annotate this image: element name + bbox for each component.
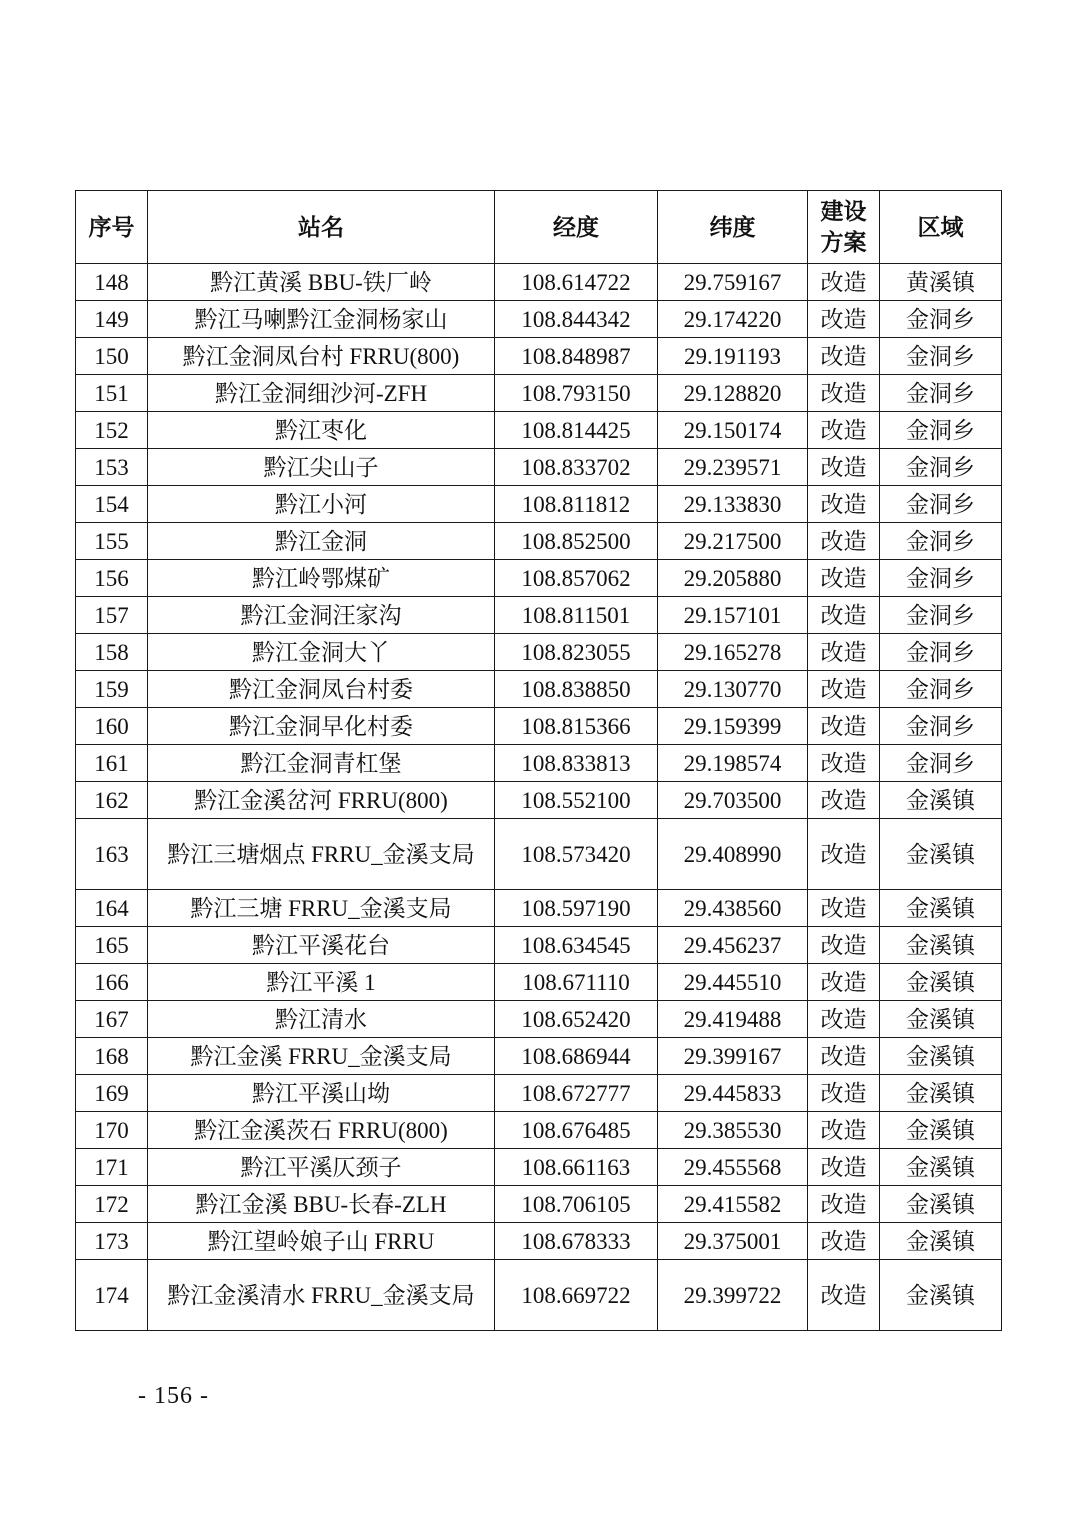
cell-name: 黔江枣化 bbox=[148, 412, 495, 449]
table-row bbox=[76, 264, 1002, 301]
cell-name: 黔江金洞大丫 bbox=[148, 634, 495, 671]
cell-lat: 29.174220 bbox=[658, 301, 808, 338]
cell-lon: 108.811501 bbox=[495, 597, 658, 634]
cell-lon: 108.814425 bbox=[495, 412, 658, 449]
cell-no: 156 bbox=[76, 560, 148, 597]
cell-name: 黔江三塘 FRRU_金溪支局 bbox=[148, 890, 495, 927]
cell-no: 148 bbox=[76, 264, 148, 301]
cell-plan: 改造 bbox=[808, 1260, 880, 1331]
cell-lon: 108.823055 bbox=[495, 634, 658, 671]
cell-lon: 108.672777 bbox=[495, 1075, 658, 1112]
cell-plan: 改造 bbox=[808, 412, 880, 449]
cell-lon: 108.597190 bbox=[495, 890, 658, 927]
cell-area: 金洞乡 bbox=[880, 301, 1002, 338]
cell-area: 金溪镇 bbox=[880, 927, 1002, 964]
cell-name: 黔江小河 bbox=[148, 486, 495, 523]
cell-name: 黔江平溪 1 bbox=[148, 964, 495, 1001]
cell-lon: 108.811812 bbox=[495, 486, 658, 523]
cell-lon: 108.552100 bbox=[495, 782, 658, 819]
cell-name: 黔江平溪花台 bbox=[148, 927, 495, 964]
cell-area: 金洞乡 bbox=[880, 708, 1002, 745]
table-row bbox=[76, 782, 1002, 819]
cell-lat: 29.239571 bbox=[658, 449, 808, 486]
cell-lat: 29.399167 bbox=[658, 1038, 808, 1075]
cell-lat: 29.445510 bbox=[658, 964, 808, 1001]
cell-lat: 29.408990 bbox=[658, 819, 808, 890]
cell-no: 163 bbox=[76, 819, 148, 890]
table-row bbox=[76, 745, 1002, 782]
cell-plan: 改造 bbox=[808, 264, 880, 301]
station-table bbox=[75, 190, 1002, 1331]
cell-lat: 29.438560 bbox=[658, 890, 808, 927]
cell-name: 黔江岭鄂煤矿 bbox=[148, 560, 495, 597]
cell-no: 161 bbox=[76, 745, 148, 782]
cell-lat: 29.198574 bbox=[658, 745, 808, 782]
table-row bbox=[76, 819, 1002, 890]
cell-area: 金溪镇 bbox=[880, 819, 1002, 890]
cell-lon: 108.793150 bbox=[495, 375, 658, 412]
cell-lat: 29.419488 bbox=[658, 1001, 808, 1038]
cell-area: 金溪镇 bbox=[880, 1001, 1002, 1038]
cell-area: 金溪镇 bbox=[880, 1075, 1002, 1112]
cell-lon: 108.844342 bbox=[495, 301, 658, 338]
table-row bbox=[76, 1149, 1002, 1186]
page-number: - 156 - bbox=[138, 1383, 209, 1409]
cell-plan: 改造 bbox=[808, 1223, 880, 1260]
cell-plan: 改造 bbox=[808, 597, 880, 634]
cell-name: 黔江尖山子 bbox=[148, 449, 495, 486]
cell-lat: 29.165278 bbox=[658, 634, 808, 671]
cell-name: 黔江平溪山坳 bbox=[148, 1075, 495, 1112]
table-row bbox=[76, 1223, 1002, 1260]
cell-lon: 108.671110 bbox=[495, 964, 658, 1001]
cell-name: 黔江金溪茨石 FRRU(800) bbox=[148, 1112, 495, 1149]
cell-lon: 108.652420 bbox=[495, 1001, 658, 1038]
header-name: 站名 bbox=[148, 191, 495, 264]
table-row bbox=[76, 560, 1002, 597]
table-row bbox=[76, 1038, 1002, 1075]
cell-no: 162 bbox=[76, 782, 148, 819]
cell-plan: 改造 bbox=[808, 338, 880, 375]
cell-plan: 改造 bbox=[808, 1038, 880, 1075]
cell-area: 金溪镇 bbox=[880, 1223, 1002, 1260]
cell-area: 金洞乡 bbox=[880, 338, 1002, 375]
cell-lat: 29.159399 bbox=[658, 708, 808, 745]
table-row bbox=[76, 412, 1002, 449]
cell-lat: 29.445833 bbox=[658, 1075, 808, 1112]
table-header-row bbox=[76, 191, 1002, 264]
table-row bbox=[76, 375, 1002, 412]
cell-area: 金洞乡 bbox=[880, 745, 1002, 782]
cell-area: 金洞乡 bbox=[880, 375, 1002, 412]
cell-lat: 29.399722 bbox=[658, 1260, 808, 1331]
cell-lon: 108.634545 bbox=[495, 927, 658, 964]
cell-plan: 改造 bbox=[808, 560, 880, 597]
cell-no: 167 bbox=[76, 1001, 148, 1038]
cell-plan: 改造 bbox=[808, 634, 880, 671]
cell-plan: 改造 bbox=[808, 708, 880, 745]
cell-plan: 改造 bbox=[808, 1149, 880, 1186]
cell-lon: 108.706105 bbox=[495, 1186, 658, 1223]
table-row bbox=[76, 301, 1002, 338]
cell-lat: 29.385530 bbox=[658, 1112, 808, 1149]
cell-lat: 29.130770 bbox=[658, 671, 808, 708]
cell-no: 168 bbox=[76, 1038, 148, 1075]
cell-lat: 29.205880 bbox=[658, 560, 808, 597]
header-lat: 纬度 bbox=[658, 191, 808, 264]
cell-plan: 改造 bbox=[808, 927, 880, 964]
table-row bbox=[76, 1260, 1002, 1331]
cell-no: 170 bbox=[76, 1112, 148, 1149]
cell-no: 171 bbox=[76, 1149, 148, 1186]
cell-plan: 改造 bbox=[808, 671, 880, 708]
cell-area: 金溪镇 bbox=[880, 1112, 1002, 1149]
cell-lat: 29.191193 bbox=[658, 338, 808, 375]
cell-area: 金溪镇 bbox=[880, 1149, 1002, 1186]
cell-lat: 29.759167 bbox=[658, 264, 808, 301]
cell-lat: 29.128820 bbox=[658, 375, 808, 412]
cell-area: 金洞乡 bbox=[880, 597, 1002, 634]
cell-lon: 108.661163 bbox=[495, 1149, 658, 1186]
cell-plan: 改造 bbox=[808, 964, 880, 1001]
cell-area: 金溪镇 bbox=[880, 1038, 1002, 1075]
cell-lon: 108.815366 bbox=[495, 708, 658, 745]
table-row bbox=[76, 523, 1002, 560]
table-row bbox=[76, 486, 1002, 523]
cell-plan: 改造 bbox=[808, 486, 880, 523]
cell-lat: 29.133830 bbox=[658, 486, 808, 523]
cell-plan: 改造 bbox=[808, 890, 880, 927]
cell-plan: 改造 bbox=[808, 449, 880, 486]
cell-area: 金洞乡 bbox=[880, 486, 1002, 523]
cell-name: 黔江金溪清水 FRRU_金溪支局 bbox=[148, 1260, 495, 1331]
cell-no: 151 bbox=[76, 375, 148, 412]
cell-name: 黔江金溪 FRRU_金溪支局 bbox=[148, 1038, 495, 1075]
cell-name: 黔江金洞早化村委 bbox=[148, 708, 495, 745]
cell-name: 黔江望岭娘子山 FRRU bbox=[148, 1223, 495, 1260]
cell-name: 黔江金洞汪家沟 bbox=[148, 597, 495, 634]
cell-area: 金洞乡 bbox=[880, 412, 1002, 449]
header-no: 序号 bbox=[76, 191, 148, 264]
cell-no: 173 bbox=[76, 1223, 148, 1260]
cell-name: 黔江黄溪 BBU-铁厂岭 bbox=[148, 264, 495, 301]
cell-no: 157 bbox=[76, 597, 148, 634]
cell-name: 黔江金洞青杠堡 bbox=[148, 745, 495, 782]
cell-lon: 108.678333 bbox=[495, 1223, 658, 1260]
cell-lat: 29.456237 bbox=[658, 927, 808, 964]
cell-no: 164 bbox=[76, 890, 148, 927]
cell-lon: 108.848987 bbox=[495, 338, 658, 375]
table-row bbox=[76, 1112, 1002, 1149]
cell-plan: 改造 bbox=[808, 1075, 880, 1112]
cell-name: 黔江清水 bbox=[148, 1001, 495, 1038]
table-row bbox=[76, 1001, 1002, 1038]
table-row bbox=[76, 890, 1002, 927]
cell-area: 金溪镇 bbox=[880, 1186, 1002, 1223]
cell-area: 黄溪镇 bbox=[880, 264, 1002, 301]
cell-name: 黔江金洞凤台村 FRRU(800) bbox=[148, 338, 495, 375]
cell-lon: 108.686944 bbox=[495, 1038, 658, 1075]
cell-area: 金溪镇 bbox=[880, 1260, 1002, 1331]
cell-no: 155 bbox=[76, 523, 148, 560]
cell-no: 152 bbox=[76, 412, 148, 449]
header-plan bbox=[808, 191, 880, 264]
cell-plan: 改造 bbox=[808, 782, 880, 819]
cell-area: 金洞乡 bbox=[880, 523, 1002, 560]
cell-no: 165 bbox=[76, 927, 148, 964]
cell-plan: 改造 bbox=[808, 745, 880, 782]
cell-plan: 改造 bbox=[808, 301, 880, 338]
cell-lon: 108.669722 bbox=[495, 1260, 658, 1331]
cell-no: 160 bbox=[76, 708, 148, 745]
cell-lon: 108.838850 bbox=[495, 671, 658, 708]
table-row bbox=[76, 1186, 1002, 1223]
cell-name: 黔江金洞 bbox=[148, 523, 495, 560]
header-area: 区域 bbox=[880, 191, 1002, 264]
cell-name: 黔江金洞凤台村委 bbox=[148, 671, 495, 708]
cell-lat: 29.455568 bbox=[658, 1149, 808, 1186]
cell-plan: 改造 bbox=[808, 1186, 880, 1223]
cell-area: 金溪镇 bbox=[880, 890, 1002, 927]
cell-no: 169 bbox=[76, 1075, 148, 1112]
cell-name: 黔江金溪 BBU-长春-ZLH bbox=[148, 1186, 495, 1223]
cell-name: 黔江金洞细沙河-ZFH bbox=[148, 375, 495, 412]
cell-lon: 108.676485 bbox=[495, 1112, 658, 1149]
cell-plan: 改造 bbox=[808, 1112, 880, 1149]
cell-no: 153 bbox=[76, 449, 148, 486]
cell-name: 黔江马喇黔江金洞杨家山 bbox=[148, 301, 495, 338]
cell-no: 150 bbox=[76, 338, 148, 375]
cell-no: 159 bbox=[76, 671, 148, 708]
cell-no: 158 bbox=[76, 634, 148, 671]
cell-no: 166 bbox=[76, 964, 148, 1001]
cell-lon: 108.573420 bbox=[495, 819, 658, 890]
cell-lon: 108.833702 bbox=[495, 449, 658, 486]
cell-name: 黔江平溪仄颈子 bbox=[148, 1149, 495, 1186]
table-row bbox=[76, 449, 1002, 486]
cell-plan: 改造 bbox=[808, 523, 880, 560]
cell-lat: 29.375001 bbox=[658, 1223, 808, 1260]
cell-no: 174 bbox=[76, 1260, 148, 1331]
table-row bbox=[76, 338, 1002, 375]
cell-area: 金洞乡 bbox=[880, 671, 1002, 708]
cell-no: 172 bbox=[76, 1186, 148, 1223]
cell-name: 黔江三塘烟点 FRRU_金溪支局 bbox=[148, 819, 495, 890]
cell-area: 金溪镇 bbox=[880, 782, 1002, 819]
cell-area: 金洞乡 bbox=[880, 449, 1002, 486]
cell-area: 金洞乡 bbox=[880, 634, 1002, 671]
cell-plan: 改造 bbox=[808, 1001, 880, 1038]
header-plan-line1: 建设 bbox=[820, 199, 867, 224]
cell-plan: 改造 bbox=[808, 375, 880, 412]
cell-name: 黔江金溪岔河 FRRU(800) bbox=[148, 782, 495, 819]
cell-lat: 29.415582 bbox=[658, 1186, 808, 1223]
table-row bbox=[76, 1075, 1002, 1112]
table-row bbox=[76, 964, 1002, 1001]
table-row bbox=[76, 597, 1002, 634]
cell-lat: 29.150174 bbox=[658, 412, 808, 449]
cell-area: 金洞乡 bbox=[880, 560, 1002, 597]
cell-lon: 108.857062 bbox=[495, 560, 658, 597]
cell-area: 金溪镇 bbox=[880, 964, 1002, 1001]
cell-lon: 108.852500 bbox=[495, 523, 658, 560]
cell-no: 154 bbox=[76, 486, 148, 523]
cell-lat: 29.157101 bbox=[658, 597, 808, 634]
cell-plan: 改造 bbox=[808, 819, 880, 890]
cell-lon: 108.833813 bbox=[495, 745, 658, 782]
table-row bbox=[76, 708, 1002, 745]
cell-no: 149 bbox=[76, 301, 148, 338]
table-row bbox=[76, 927, 1002, 964]
header-lon: 经度 bbox=[495, 191, 658, 264]
cell-lon: 108.614722 bbox=[495, 264, 658, 301]
table-row bbox=[76, 671, 1002, 708]
cell-lat: 29.703500 bbox=[658, 782, 808, 819]
table-row bbox=[76, 634, 1002, 671]
cell-lat: 29.217500 bbox=[658, 523, 808, 560]
header-plan-line2: 方案 bbox=[820, 230, 867, 255]
